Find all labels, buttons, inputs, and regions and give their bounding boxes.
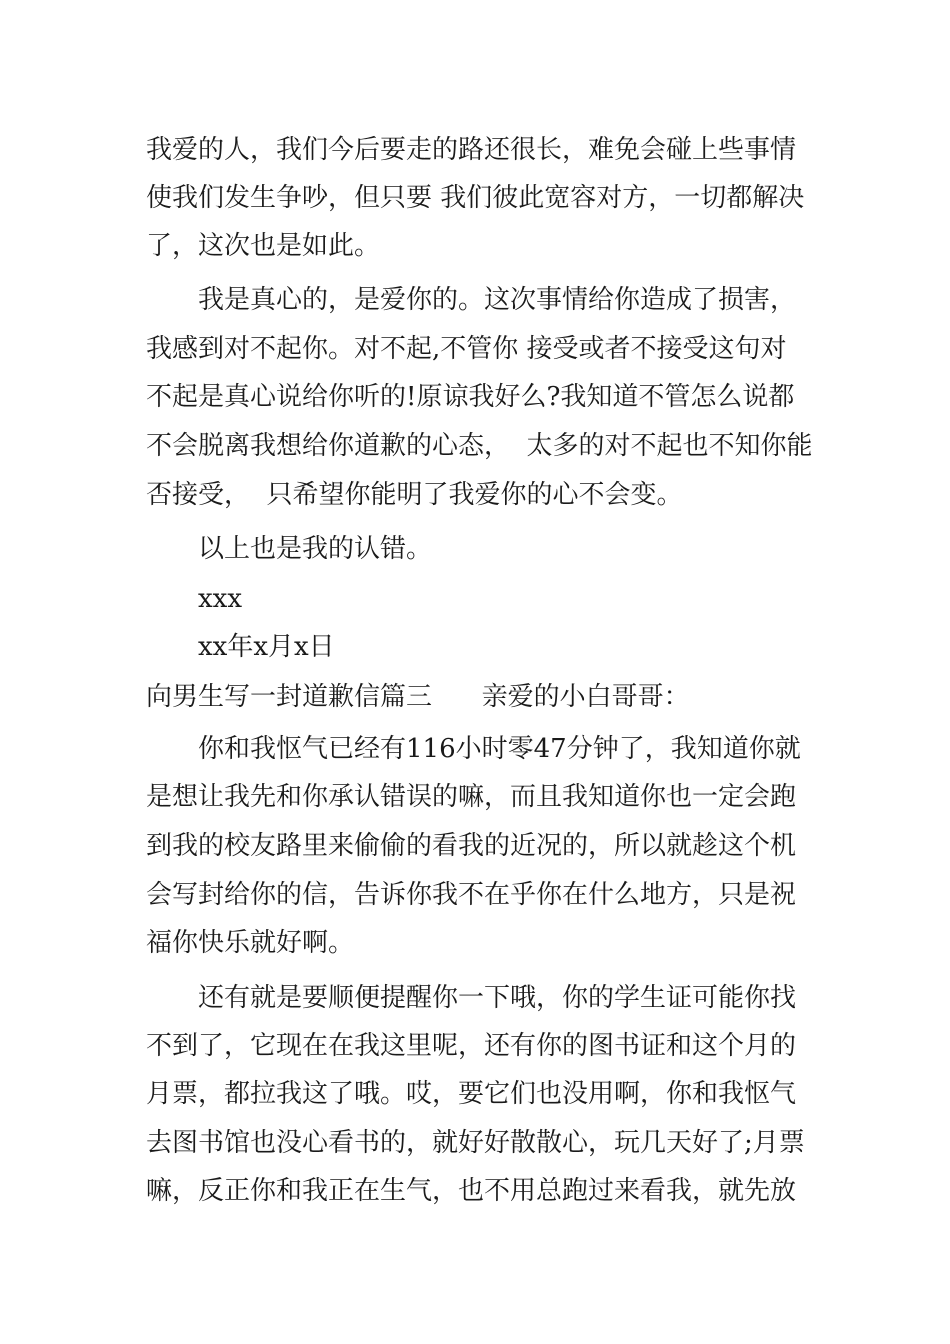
- text-line: 福你快乐就好啊。: [146, 928, 355, 958]
- text-line: 我感到对不起你。对不起,不管你 接受或者不接受这句对: [146, 334, 787, 364]
- text-line: xxx: [198, 584, 242, 614]
- date-line: xx年x月x日: [198, 632, 335, 662]
- text-line: 去图书馆也没心看书的，就好好散散心，玩几天好了;月票: [146, 1128, 805, 1158]
- text-line: 嘛，反正你和我正在生气，也不用总跑过来看我，就先放: [146, 1176, 797, 1206]
- text-line: 我爱的人，我们今后要走的路还很长，难免会碰上些事情: [146, 135, 797, 165]
- text-line: 不会脱离我想给你道歉的心态， 太多的对不起也不知你能: [146, 431, 813, 461]
- text-line: 不到了，它现在在我这里呢，还有你的图书证和这个月的: [146, 1031, 797, 1061]
- text-line: 我是真心的，是爱你的。这次事情给你造成了损害，: [198, 285, 797, 315]
- text-line: 到我的校友路里来偷偷的看我的近况的，所以就趁这个机: [146, 831, 797, 861]
- text-line: 否接受， 只希望你能明了我爱你的心不会变。: [146, 480, 683, 510]
- text-line: 使我们发生争吵，但只要 我们彼此宽容对方，一切都解决: [146, 183, 805, 213]
- text-line: 是想让我先和你承认错误的嘛，而且我知道你也一定会跑: [146, 782, 797, 812]
- text-line: 以上也是我的认错。: [198, 534, 433, 564]
- text-line: 会写封给你的信，告诉你我不在乎你在什么地方，只是祝: [146, 880, 797, 910]
- text-line: 不起是真心说给你听的!原谅我好么?我知道不管怎么说都: [146, 382, 795, 412]
- text-line: 月票，都拉我这了哦。哎，要它们也没用啊，你和我怄气: [146, 1079, 797, 1109]
- text-line: 你和我怄气已经有116小时零47分钟了，我知道你就: [198, 734, 801, 764]
- text-line: 了，这次也是如此。: [146, 231, 381, 261]
- text-line: 还有就是要顺便提醒你一下哦，你的学生证可能你找: [198, 983, 797, 1013]
- section-heading: 向男生写一封道歉信篇三 亲爱的小白哥哥：: [146, 682, 690, 712]
